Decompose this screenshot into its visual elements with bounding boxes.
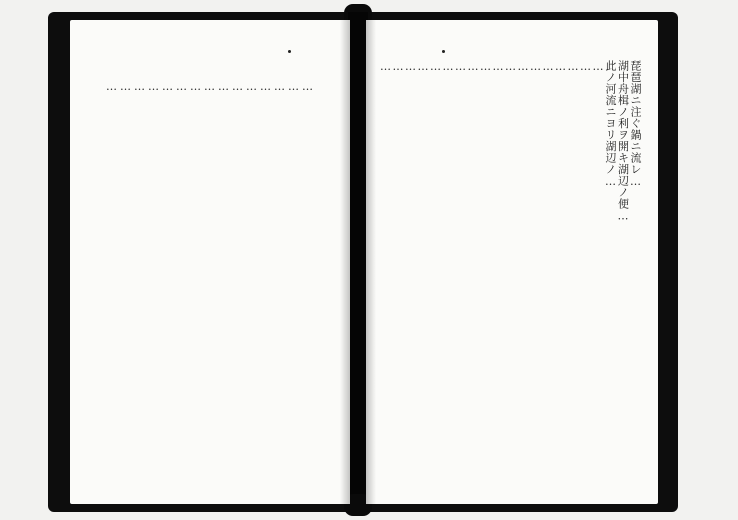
text-column: …: [516, 60, 530, 74]
text-column: …: [566, 60, 580, 74]
left-page: [70, 20, 350, 504]
text-column: 湖中舟楫ノ利ヲ開キ湖辺ノ便…: [616, 60, 630, 223]
text-column: …: [479, 60, 492, 74]
text-column: …: [504, 60, 517, 74]
book-spine: [348, 12, 368, 512]
text-column: …: [301, 80, 314, 94]
text-column: …: [259, 80, 272, 94]
text-column: …: [391, 60, 405, 74]
text-column: …: [579, 60, 592, 74]
ink-spot: [288, 50, 291, 53]
text-column: …: [554, 60, 567, 74]
text-column: …: [404, 60, 417, 74]
text-column: …: [591, 60, 605, 74]
text-column: …: [203, 80, 216, 94]
text-column: …: [491, 60, 505, 74]
text-column: …: [379, 60, 392, 74]
text-column: …: [119, 80, 132, 94]
text-column: …: [287, 80, 300, 94]
text-column: …: [105, 80, 118, 94]
text-column: …: [189, 80, 202, 94]
text-column: 此ノ河流ニヨリ湖辺ノ…: [604, 60, 617, 189]
text-column: …: [273, 80, 286, 94]
text-column: …: [161, 80, 174, 94]
text-column: …: [416, 60, 430, 74]
page-number: [442, 50, 445, 53]
text-column: …: [245, 80, 258, 94]
text-column: …: [454, 60, 467, 74]
right-page: [366, 20, 658, 504]
text-column: …: [147, 80, 160, 94]
text-column: …: [541, 60, 555, 74]
text-column: …: [133, 80, 146, 94]
text-column: …: [231, 80, 244, 94]
text-column: …: [529, 60, 542, 74]
text-column: …: [466, 60, 480, 74]
text-column: …: [217, 80, 230, 94]
text-column: …: [429, 60, 442, 74]
open-book: [48, 12, 678, 512]
text-column: …: [175, 80, 188, 94]
text-column: 琵琶湖ニ注ぐ鍋ニ流レ…: [629, 60, 642, 189]
text-column: …: [441, 60, 455, 74]
